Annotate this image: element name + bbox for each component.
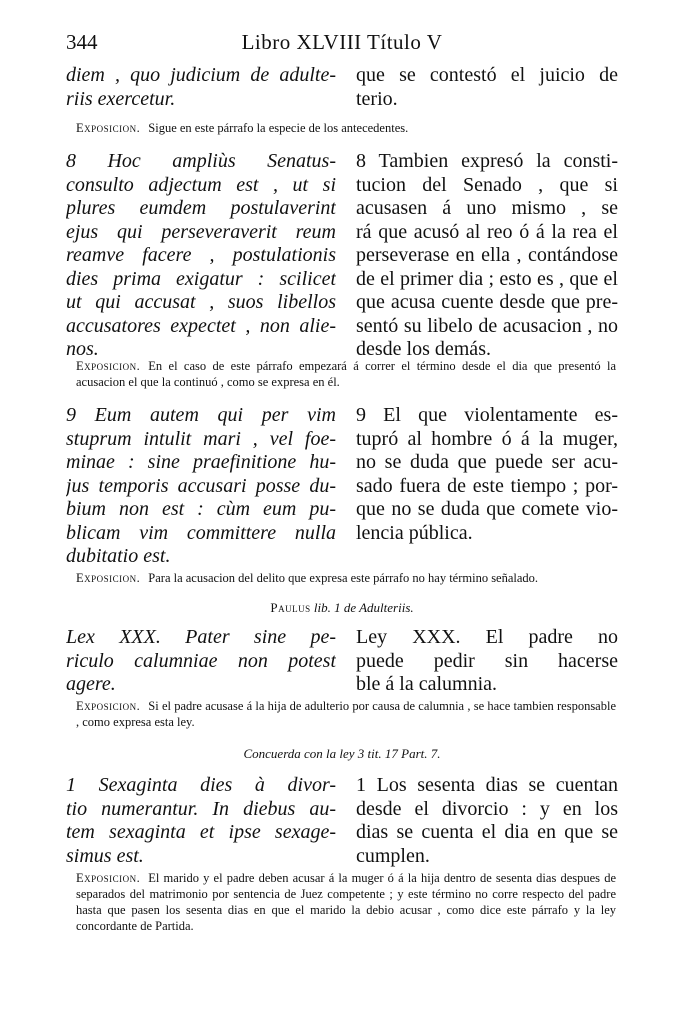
latin-line: dies prima exigatur : scilicet: [66, 267, 336, 290]
page-header: [66, 30, 618, 60]
latin-line: 8 Hoc ampliùs Senatus-: [66, 150, 336, 172]
latin-column-section-9: [66, 404, 336, 569]
exposicion-label: Exposicion.: [76, 359, 141, 373]
latin-line: simus est.: [66, 844, 144, 867]
spanish-line: desde el divorcio : y en los: [356, 797, 618, 820]
spanish-line: 8 Tambien expresó la consti-: [356, 150, 618, 172]
latin-line: reamve facere , postulationis: [66, 244, 336, 266]
latin-line: blicam vim committere nulla: [66, 521, 336, 544]
latin-line: accusatores expectet , non alie-: [66, 314, 336, 337]
spanish-line: lencia pública.: [356, 521, 473, 544]
latin-line: riis exercetur.: [66, 87, 176, 110]
spanish-column-ley-30: [356, 626, 618, 697]
spanish-line: sentó su libelo de acusacion , no: [356, 314, 618, 337]
source-author: Paulus: [270, 600, 311, 615]
source-reference: lib. 1 de Adulteriis.: [313, 600, 414, 615]
latin-line: agere.: [66, 673, 116, 695]
latin-line: Lex XXX. Pater sine pe-: [66, 626, 336, 648]
exposicion-4: [76, 698, 616, 730]
exposicion-2: [76, 358, 616, 390]
spanish-line: que acusa cuente desde que pre-: [356, 291, 618, 313]
spanish-line: puede pedir sin hacerse: [356, 649, 618, 672]
latin-column-section-1: [66, 774, 336, 868]
latin-column-lex-30: [66, 626, 336, 697]
latin-line: bium non est : cùm eum pu-: [66, 498, 336, 520]
spanish-line: rá que acusó al reo ó á la rea el: [356, 220, 618, 243]
exposicion-3: [76, 570, 616, 586]
latin-line: 1 Sexaginta dies à divor-: [66, 774, 336, 796]
page-number: 344: [66, 30, 98, 54]
spanish-line: dias se cuenta el dia en que se: [356, 821, 618, 843]
latin-line: consulto adjectum est , ut si: [66, 173, 336, 196]
exposicion-text: En el caso de este párrafo empezará á correr el término desde el dia que presentó la acusacion el que la continuó , como se expresa en él.: [76, 359, 616, 389]
latin-line: tio numerantur. In diebus au-: [66, 797, 336, 820]
spanish-column-section-8: [356, 150, 618, 362]
spanish-line: 1 Los sesenta dias se cuentan: [356, 774, 618, 796]
source-citation: [66, 600, 618, 616]
exposicion-text: Si el padre acusase á la hija de adulterio por causa de calumnia , se hace tambien responsable , como expresa esta ley.: [76, 699, 616, 729]
spanish-line: ble á la calumnia.: [356, 673, 498, 695]
spanish-line: tucion del Senado , que si: [356, 173, 618, 196]
exposicion-text: Para la acusacion del delito que expresa este párrafo no hay término señalado.: [148, 571, 539, 585]
spanish-line: acusasen á uno mismo , se: [356, 197, 618, 219]
latin-line: riculo calumniae non potest: [66, 649, 336, 672]
exposicion-label: Exposicion.: [76, 571, 141, 585]
latin-line: dubitatio est.: [66, 545, 171, 567]
latin-line: nos.: [66, 338, 99, 360]
spanish-line: no se duda que puede ser acu-: [356, 451, 618, 473]
exposicion-1: [76, 120, 616, 136]
latin-line: ut qui accusat , suos libellos: [66, 291, 336, 313]
running-title: Libro XLVIII Título V: [241, 30, 443, 54]
spanish-line: terio.: [356, 87, 398, 110]
exposicion-text: Sigue en este párrafo la especie de los antecedentes.: [148, 121, 409, 135]
latin-column-top: [66, 64, 336, 111]
latin-line: tem sexaginta et ipse sexage-: [66, 821, 336, 843]
latin-line: plures eumdem postulaverint: [66, 197, 336, 219]
spanish-line: que no se duda que comete vio-: [356, 498, 618, 520]
exposicion-text: El marido y el padre deben acusar á la muger ó á la hija dentro de sesenta dias despues de separados del matrimonio por sentencia de Juez competente ; y este término no corre respecto del padre hasta que pasen los sesenta dias en que el marido la debio acusar , como dice este párrafo y la ley concordante de Partida.: [76, 871, 616, 933]
exposicion-label: Exposicion.: [76, 121, 141, 135]
spanish-line: 9 El que violentamente es-: [356, 404, 618, 426]
spanish-line: sado fuera de este tiempo ; por-: [356, 474, 618, 497]
latin-line: diem , quo judicium de adulte-: [66, 64, 336, 86]
latin-column-section-8: [66, 150, 336, 362]
latin-line: stuprum intulit mari , vel foe-: [66, 427, 336, 450]
exposicion-5: [76, 870, 616, 934]
spanish-line: Ley XXX. El padre no: [356, 626, 618, 648]
latin-line: jus temporis accusari posse du-: [66, 474, 336, 497]
spanish-column-section-9: [356, 404, 618, 545]
latin-line: ejus qui perseveraverit reum: [66, 220, 336, 243]
latin-line: minae : sine praefinitione hu-: [66, 451, 336, 473]
spanish-line: cumplen.: [356, 844, 430, 867]
spanish-column-section-1: [356, 774, 618, 868]
spanish-line: perseverase en ella , contándose: [356, 244, 618, 266]
spanish-column-top: [356, 64, 618, 111]
latin-line: 9 Eum autem qui per vim: [66, 404, 336, 426]
spanish-line: tupró al hombre ó á la muger,: [356, 427, 618, 450]
spanish-line: que se contestó el juicio de: [356, 64, 618, 86]
spanish-line: de el primer dia ; esto es , que el: [356, 267, 618, 290]
exposicion-label: Exposicion.: [76, 871, 141, 885]
spanish-line: desde los demás.: [356, 338, 491, 360]
concuerda-reference: Concuerda con la ley 3 tit. 17 Part. 7.: [243, 746, 441, 761]
exposicion-label: Exposicion.: [76, 699, 141, 713]
